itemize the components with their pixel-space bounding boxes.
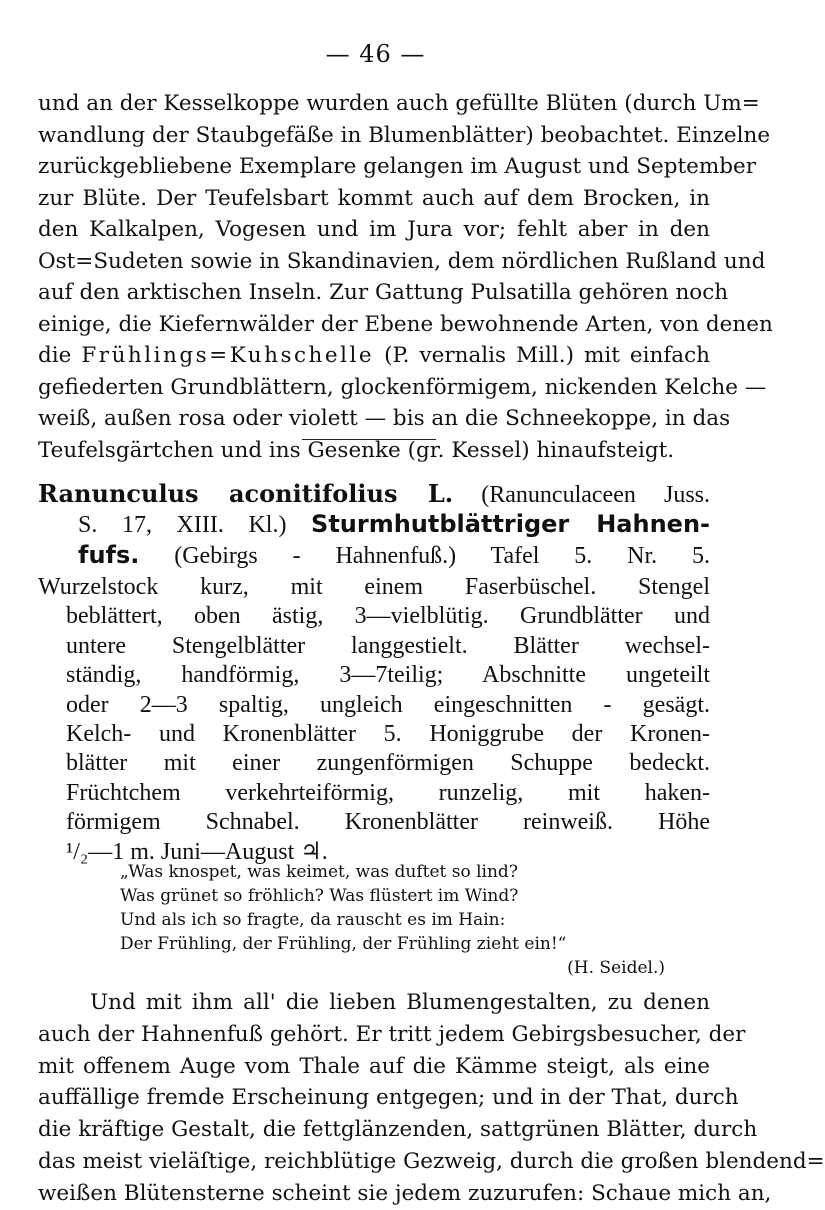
text-line: zurückgebliebene Exemplare gelangen im August und September [38,154,757,179]
text-fragment: die [38,343,82,368]
text-line: Kelch- und Kronenblätter 5. Honiggrube der Kronen- [66,720,710,747]
text-line: Ost=Sudeten sowie in Skandinavien, dem nördlichen Rußland und [38,248,766,274]
text-line: weiß, außen rosa oder violett — bis an die Schneekoppe, in das [38,406,731,431]
text-line: einige, die Kiefernwälder der Ebene bewohnende Arten, von denen [38,311,773,337]
emphasized-plant-name: Frühlings=Kuhschelle [81,343,375,368]
text-line: beblättert, oben ästig, 3—vielblütig. Grundblätter und [66,603,710,630]
text-line: das meist vieläſtige, reichblütige Gezweig, durch die großen blendend= [38,1148,825,1174]
plate-reference: (Gebirgs - Hahnenfuß.) Tafel 5. Nr. 5. [139,543,710,569]
text-line: auffällige fremde Erscheinung entgegen; und in der That, durch [38,1085,739,1111]
text-line: auf den arktischen Inseln. Zur Gattung Pulsatilla gehören noch [38,280,729,305]
poem-line: „Was knospet, was keimet, was duftet so lind? [120,862,518,882]
text-line: zur Blüte. Der Teufelsbart kommt auch auf dem Brocken, in [38,185,710,211]
closing-paragraph [38,987,825,1210]
german-name: Sturmhutblättriger Hahnen- [311,510,710,538]
species-heading-line [38,478,710,509]
text-fragment: (P. vernalis Mill.) mit einfach [374,343,711,368]
text-line: Früchtchem verkehrteiförmig, runzelig, mit haken- [66,779,710,806]
poem-line: Und als ich so fragte, da rauscht es im Hain: [120,910,506,930]
text-line: ständig, handförmig, 3—7teilig; Abschnitte ungeteilt [66,662,710,689]
text-line: Und mit ihm all' die lieben Blumengestalten, zu denen [90,990,710,1015]
text-line: und an der Kesselkoppe wurden auch gefüllte Blüten (durch Um= [38,91,760,116]
species-heading-line [38,540,710,571]
text-line: Wurzelstock kurz, mit einem Faserbüschel. Stengel [38,574,710,600]
poem-line: Der Frühling, der Frühling, der Frühling zieht ein!“ [120,934,567,954]
german-name-continued: fufs. [78,541,140,569]
botanical-description [38,573,710,867]
text-line: Teufelsgärtchen und ins Gesenke (gr. Kessel) hinaufsteigt. [38,437,675,463]
text-line: wandlung der Staubgefäße in Blumenblätter) beobachtet. Einzelne [38,122,771,148]
poem-quote [120,860,665,980]
text-line: blätter mit einer zungenförmigen Schuppe bedeckt. [66,750,710,777]
species-heading-line [38,509,710,540]
page-number: — 46 — [325,40,426,68]
text-line: weißen Blütensterne scheint sie jedem zuzurufen: Schaue mich an, [38,1180,772,1206]
text-line: untere Stengelblätter langgestielt. Blätter wechsel- [66,632,710,659]
text-line: ¹/₂—1 m. Juni—August ♃. [66,838,328,865]
classification: S. 17, XIII. Kl.) [78,512,312,538]
text-line: gefiederten Grundblättern, glockenförmigem, nickenden Kelche — [38,374,767,400]
text-line: die kräftige Gestalt, die fettglänzenden, sattgrünen Blätter, durch [38,1117,758,1143]
poem-line: Was grünet so fröhlich? Was flüstert im Wind? [120,886,519,906]
text-line: förmigem Schnabel. Kronenblätter reinweiß. Höhe [66,809,710,836]
section-divider [302,439,436,440]
intro-paragraph [38,88,773,466]
text-line: oder 2—3 spaltig, ungleich eingeschnitten - gesägt. [66,691,710,718]
text-line: auch der Hahnenfuß gehört. Er tritt jedem Gebirgsbesucher, der [38,1021,746,1047]
poem-attribution: (H. Seidel.) [567,958,665,978]
text-line: mit offenem Auge vom Thale auf die Kämme steigt, als eine [38,1053,710,1079]
text-line: den Kalkalpen, Vogesen und im Jura vor; fehlt aber in den [38,217,710,242]
family-name: (Ranunculaceen Juss. [453,482,710,508]
text-line [38,340,710,372]
species-heading [38,478,710,571]
latin-name: Ranunculus aconitifolius L. [38,479,454,508]
